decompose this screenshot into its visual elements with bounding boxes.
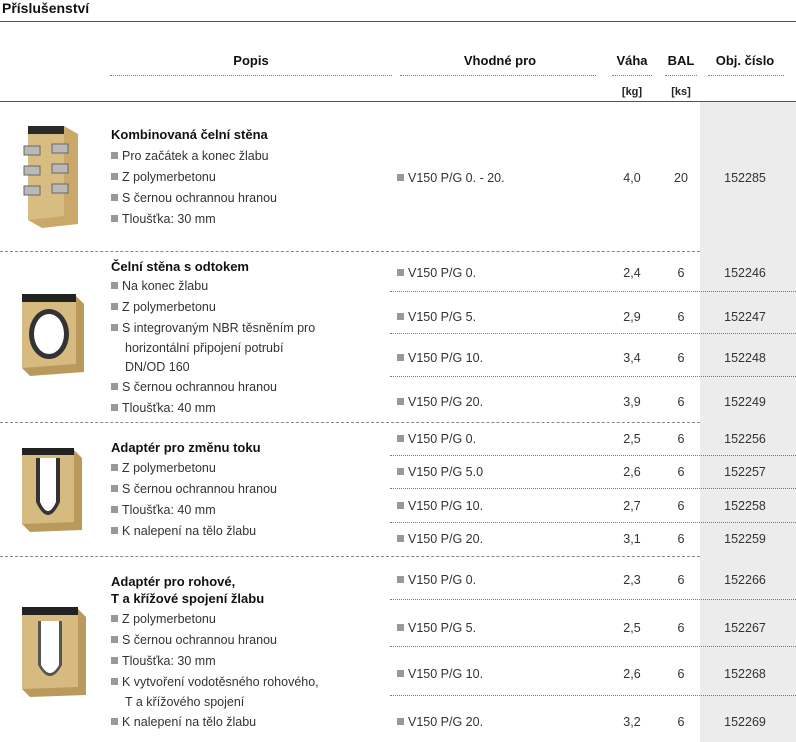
bullet-item: Tloušťka: 40 mm	[111, 500, 277, 521]
pack-qty: 6	[677, 432, 685, 446]
order-number: 152256	[724, 432, 766, 446]
bullet-continuation: T a křížového spojení	[125, 695, 245, 709]
product-image-kombinovana	[18, 124, 84, 230]
weight: 2,7	[623, 499, 641, 513]
weight: 2,4	[623, 266, 641, 280]
order-number: 152247	[724, 310, 766, 324]
order-number: 152258	[724, 499, 766, 513]
pack-qty: 6	[677, 667, 685, 681]
row-divider	[390, 333, 796, 334]
pack-qty: 6	[677, 465, 685, 479]
pack-qty: 6	[677, 395, 685, 409]
row-divider	[390, 455, 796, 456]
product-image-adapter-zmena-toku	[18, 446, 86, 534]
suitable-for: V150 P/G 0. - 20.	[397, 171, 505, 185]
pack-qty: 6	[677, 310, 685, 324]
bullet-continuation: horizontální připojení potrubí	[125, 341, 284, 355]
suitable-for: V150 P/G 10.	[397, 351, 483, 365]
row-divider	[390, 646, 796, 647]
header-underline	[612, 75, 652, 76]
weight: 2,5	[623, 432, 641, 446]
product-title-line2: T a křížové spojení žlabu	[111, 591, 265, 606]
bullet-item: Z polymerbetonu	[111, 609, 319, 630]
suitable-for: V150 P/G 20.	[397, 715, 483, 729]
col-header-obj: Obj. číslo	[715, 53, 775, 68]
weight: 3,2	[623, 715, 641, 729]
bullet-item: S integrovaným NBR těsněním pro	[111, 318, 315, 339]
row-divider	[390, 695, 796, 696]
bullet-item: Z polymerbetonu	[111, 297, 315, 318]
pack-qty: 20	[674, 171, 688, 185]
product-title: Čelní stěna s odtokem	[111, 259, 249, 274]
suitable-for: V150 P/G 20.	[397, 532, 483, 546]
bullet-item: S černou ochrannou hranou	[111, 630, 319, 651]
order-number: 152268	[724, 667, 766, 681]
bullet-item: Tloušťka: 30 mm	[111, 651, 319, 672]
section-separator	[0, 251, 700, 252]
row-divider	[390, 488, 796, 489]
pack-qty: 6	[677, 499, 685, 513]
bullet-item: Tloušťka: 40 mm	[111, 398, 315, 419]
pack-qty: 6	[677, 532, 685, 546]
weight: 2,5	[623, 621, 641, 635]
suitable-for: V150 P/G 5.	[397, 621, 476, 635]
header-underline	[110, 75, 392, 76]
bullet-continuation: DN/OD 160	[125, 360, 190, 374]
suitable-for: V150 P/G 10.	[397, 667, 483, 681]
bullet-item: Na konec žlabu	[111, 276, 315, 297]
bullet-list	[111, 146, 277, 230]
product-image-adapter-rohove	[18, 603, 90, 699]
bullet-item: K nalepení na tělo žlabu	[111, 521, 277, 542]
header-underline	[665, 75, 697, 76]
suitable-for: V150 P/G 5.0	[397, 465, 483, 479]
bullet-list	[111, 609, 319, 733]
suitable-for: V150 P/G 20.	[397, 395, 483, 409]
bullet-item: S černou ochrannou hranou	[111, 188, 277, 209]
order-number: 152246	[724, 266, 766, 280]
bullet-item: Tloušťka: 30 mm	[111, 209, 277, 230]
page-heading: Příslušenství	[2, 0, 90, 16]
bullet-item: S černou ochrannou hranou	[111, 377, 315, 398]
suitable-for: V150 P/G 0.	[397, 266, 476, 280]
unit-ks: [ks]	[671, 86, 691, 98]
product-title: Adaptér pro rohové,	[111, 574, 236, 589]
weight: 4,0	[623, 171, 641, 185]
pack-qty: 6	[677, 573, 685, 587]
col-header-vaha: Váha	[616, 53, 648, 68]
weight: 2,3	[623, 573, 641, 587]
product-title: Kombinovaná čelní stěna	[111, 127, 268, 142]
section-separator	[0, 556, 700, 557]
weight: 2,9	[623, 310, 641, 324]
weight: 2,6	[623, 667, 641, 681]
weight: 3,9	[623, 395, 641, 409]
header-underline	[400, 75, 596, 76]
pack-qty: 6	[677, 351, 685, 365]
weight: 3,1	[623, 532, 641, 546]
weight: 2,6	[623, 465, 641, 479]
row-divider	[390, 522, 796, 523]
header-underline	[708, 75, 784, 76]
order-number: 152257	[724, 465, 766, 479]
order-number: 152285	[724, 171, 766, 185]
order-number: 152266	[724, 573, 766, 587]
product-title: Adaptér pro změnu toku	[111, 440, 261, 455]
bullet-list	[111, 276, 315, 419]
suitable-for: V150 P/G 10.	[397, 499, 483, 513]
row-divider	[390, 376, 796, 377]
pack-qty: 6	[677, 715, 685, 729]
order-number: 152267	[724, 621, 766, 635]
order-number: 152269	[724, 715, 766, 729]
suitable-for: V150 P/G 0.	[397, 432, 476, 446]
row-divider	[390, 599, 796, 600]
suitable-for: V150 P/G 5.	[397, 310, 476, 324]
order-number: 152249	[724, 395, 766, 409]
unit-kg: [kg]	[621, 86, 643, 98]
order-number: 152259	[724, 532, 766, 546]
bullet-item: Z polymerbetonu	[111, 167, 277, 188]
bullet-item: K nalepení na tělo žlabu	[111, 712, 319, 733]
weight: 3,4	[623, 351, 641, 365]
order-number: 152248	[724, 351, 766, 365]
col-header-vhodne: Vhodné pro	[463, 53, 537, 68]
section-separator	[0, 422, 700, 423]
bullet-item: Pro začátek a konec žlabu	[111, 146, 277, 167]
suitable-for: V150 P/G 0.	[397, 573, 476, 587]
bullet-item: Z polymerbetonu	[111, 458, 277, 479]
bullet-item: S černou ochrannou hranou	[111, 479, 277, 500]
top-rule	[0, 21, 796, 22]
col-header-bal: BAL	[667, 53, 695, 68]
product-image-celni-stena-odtok	[18, 292, 88, 376]
header-rule	[0, 101, 796, 102]
col-header-popis: Popis	[233, 53, 269, 68]
bullet-item: K vytvoření vodotěsného rohového,	[111, 672, 319, 693]
pack-qty: 6	[677, 266, 685, 280]
row-divider	[390, 291, 796, 292]
pack-qty: 6	[677, 621, 685, 635]
bullet-list	[111, 458, 277, 542]
